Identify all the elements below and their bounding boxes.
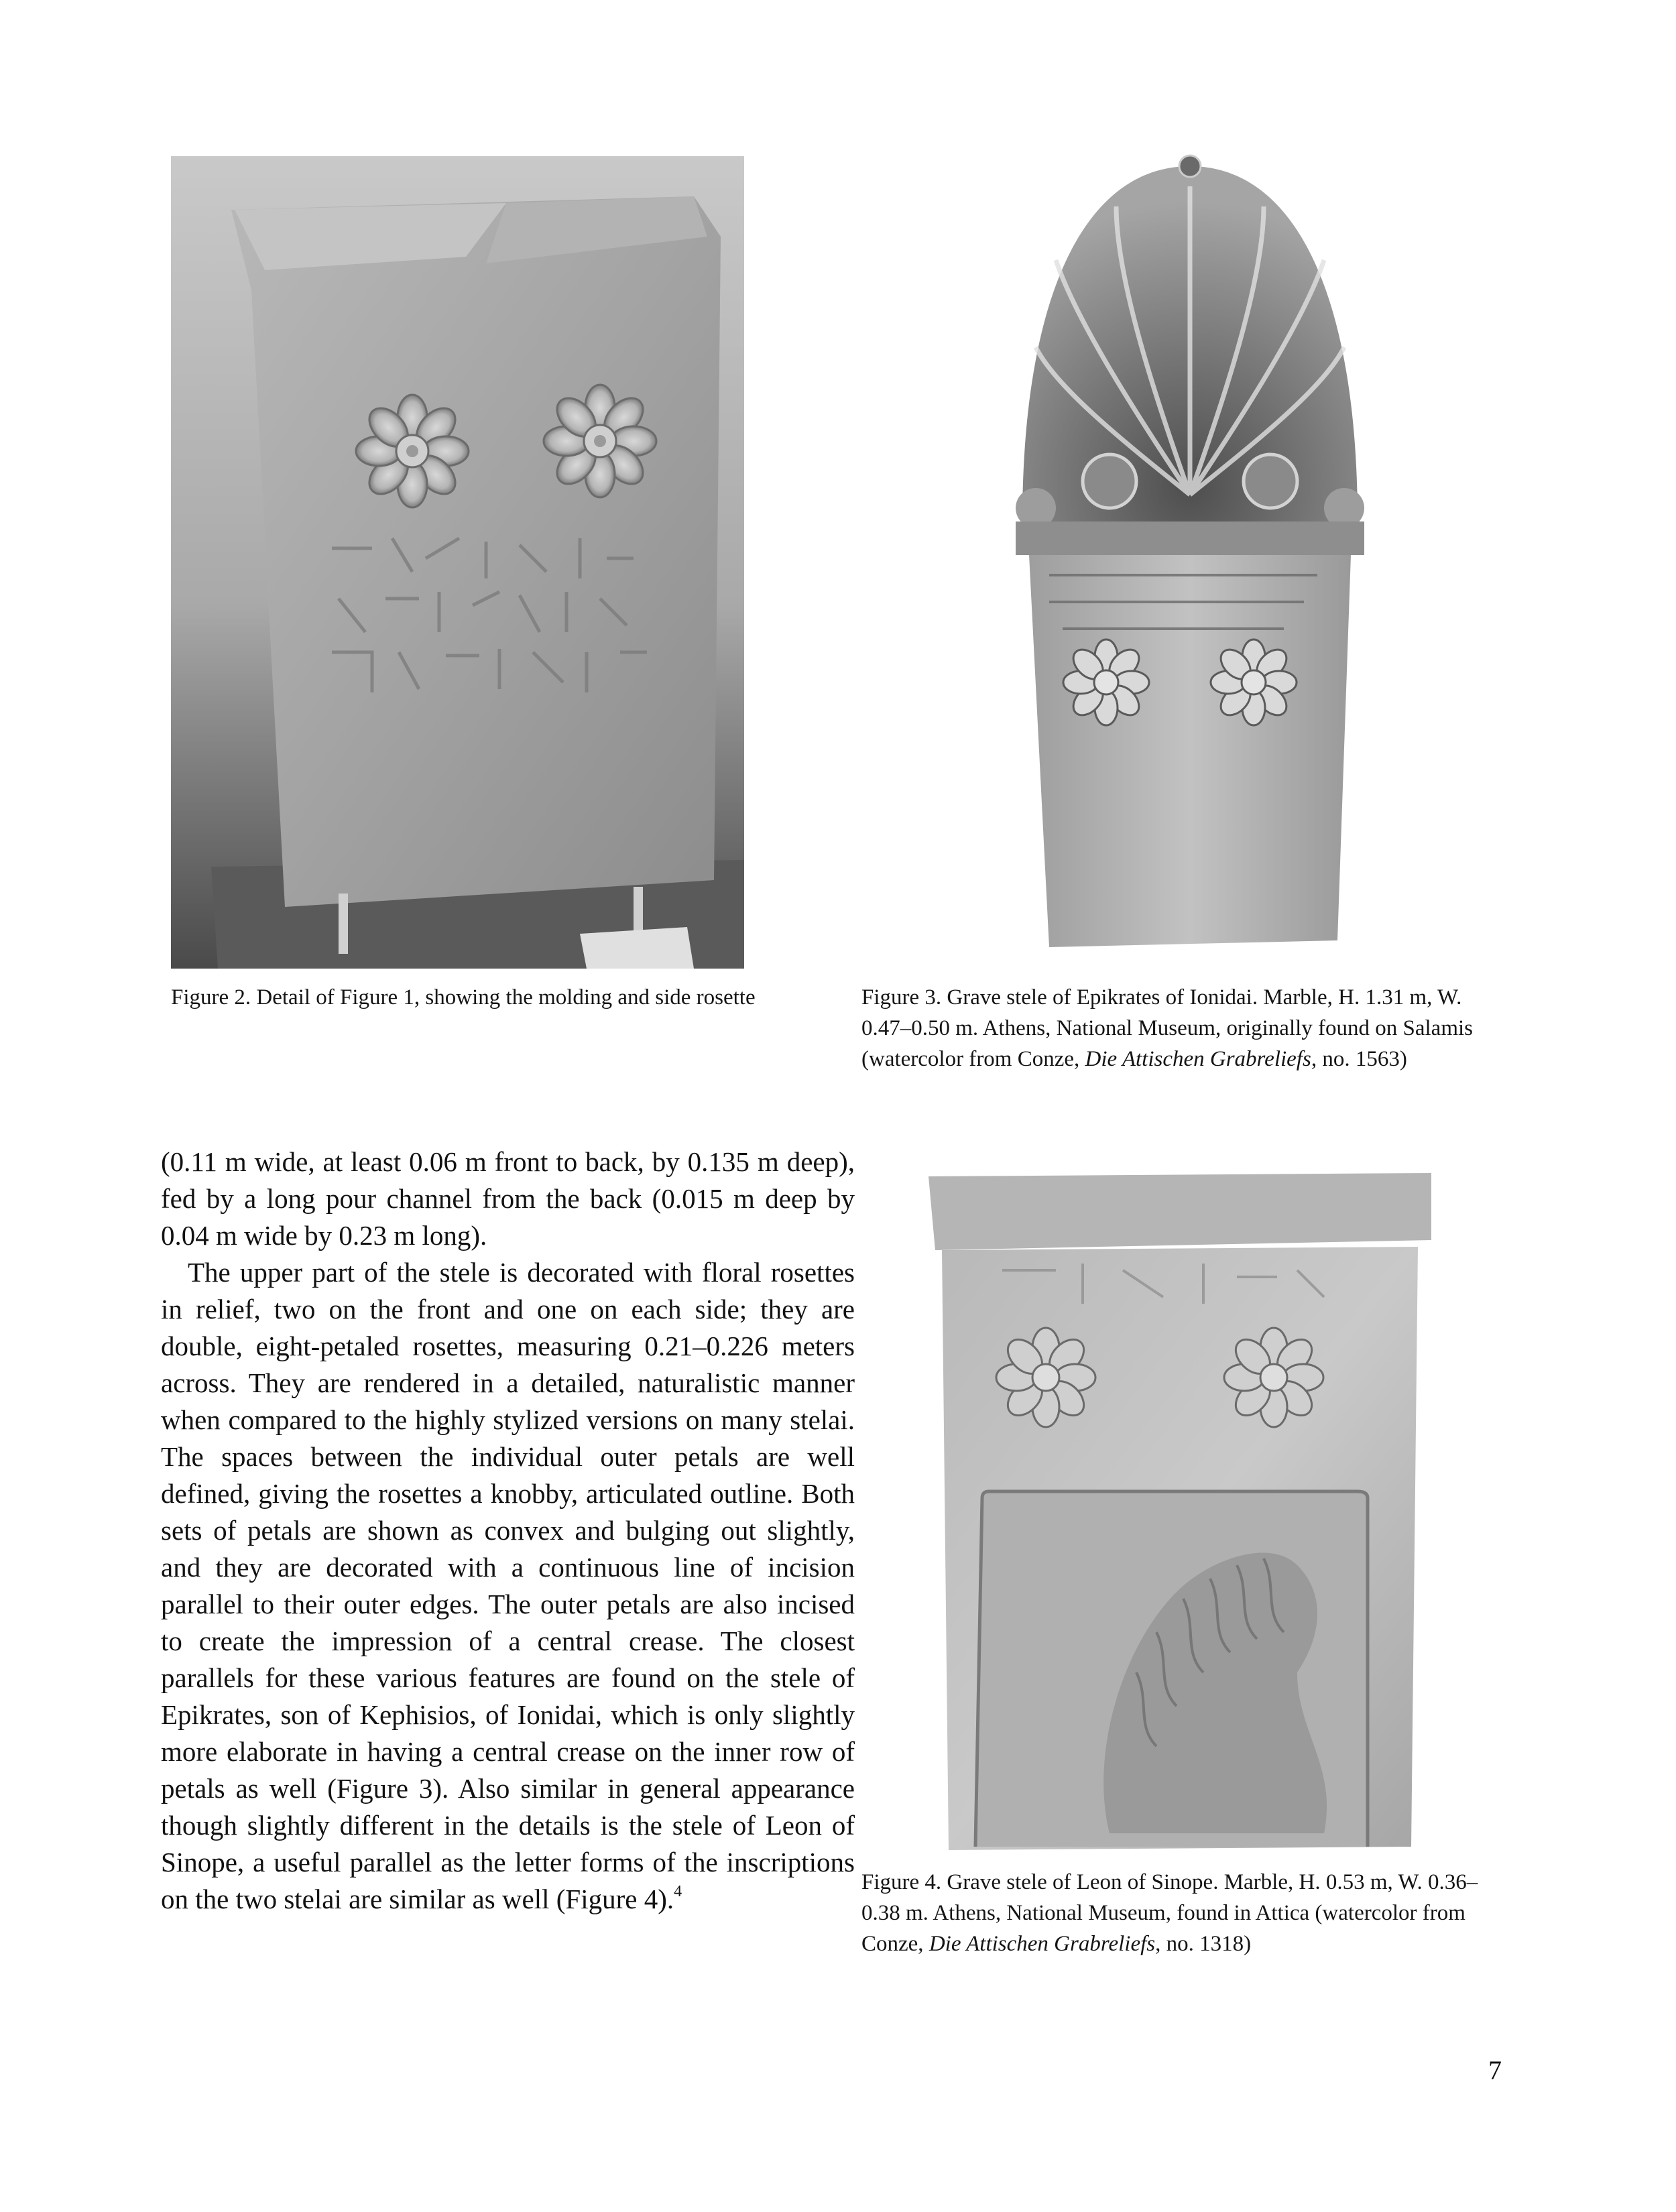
figure-3-image xyxy=(1002,146,1378,950)
page-number: 7 xyxy=(1488,2055,1502,2085)
body-text-column xyxy=(161,1144,855,1918)
footnote-reference[interactable]: 4 xyxy=(674,1883,682,1900)
figure-4-image xyxy=(922,1163,1438,1853)
figure-4-caption: Figure 4. Grave stele of Leon of Sinope. Marble, H. 0.53 m, W. 0.36–0.38 m. Athens, National Museum, found in Attica (watercolor from Conze, Die Attischen Grabreliefs, no. 1318) xyxy=(861,1870,1478,1956)
paragraph-continued: (0.11 m wide, at least 0.06 m front to back, by 0.135 m deep), fed by a long pour channel from the back (0.015 m deep by 0.04 m wide by 0.23 m long). xyxy=(161,1146,855,1251)
figure-3-caption-title: Die Attischen Grabreliefs xyxy=(1085,1047,1311,1071)
figure-3-caption: Figure 3. Grave stele of Epikrates of Ionidai. Marble, H. 1.31 m, W. 0.47–0.50 m. Athens, National Museum, originally found on Salamis (watercolor from Conze, Die Attischen Grabreliefs, no. 1563) xyxy=(861,985,1474,1071)
paragraph-rosettes: The upper part of the stele is decorated with floral rosettes in relief, two on the front and one on each side; they are double, eight-petaled rosettes, measuring 0.21–0.226 meters across. They are rendered in a detailed, naturalistic manner when compared to the highly stylized versions on many stelai. The spaces between the individual outer petals are well defined, giving the rosettes a knobby, articulated outline. Both sets of petals are shown as convex and bulging out slightly, and they are decorated with a continuous line of incision parallel to their outer edges. The outer petals are also incised to create the impression of a central crease. The closest parallels for these various features are found on the stele of Epikrates, son of Kephisios, of Ionidai, which is only slightly more elaborate in having a central crease on the inner row of petals as well (Figure 3). Also similar in general appearance though slightly different in the details is the stele of Leon of Sinope, a useful parallel as the letter forms of the inscriptions on the two stelai are similar as well (Figure 4).$^4$ xyxy=(161,1257,855,1914)
figure-2-caption: Figure 2. Detail of Figure 1, showing the molding and side rosette xyxy=(171,985,756,1009)
figure-4-caption-title: Die Attischen Grabreliefs xyxy=(929,1932,1156,1956)
figure-2-image xyxy=(171,156,744,969)
